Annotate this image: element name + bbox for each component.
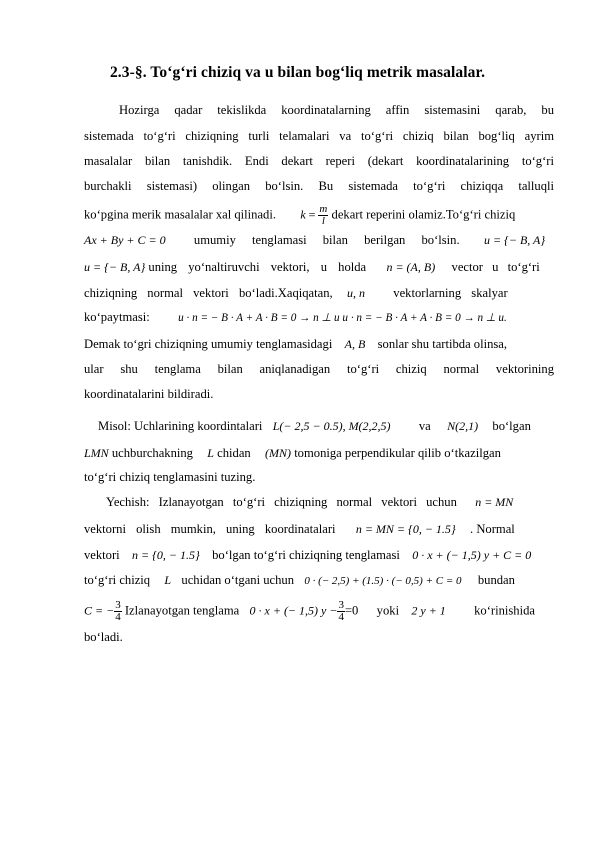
text: tomoniga perpendikular qilib o‘tkazilgan	[294, 446, 501, 460]
formula-points-lm: L(− 2,5 − 0.5), M(2,2,5)	[272, 419, 391, 433]
formula-simplified: 2 y + 1	[411, 603, 446, 618]
text: Misol: Uchlarining koordintalari	[98, 419, 263, 433]
text: vektori	[84, 548, 120, 562]
text: bo‘lgan	[492, 419, 531, 433]
text: Izlanayotgan tenglama	[124, 603, 240, 618]
text: burchakli sistemasi) olingan bo‘lsin. Bu sistemada to‘g‘ri chiziqqa talluqli	[84, 179, 554, 193]
text: sonlar shu tartibda olinsa,	[377, 337, 508, 351]
formula-direction-vector: u = {− B, A}	[483, 233, 546, 247]
text: ko‘rinishida	[474, 603, 535, 618]
p1-line-12	[84, 386, 554, 402]
text: dekart reperini olamiz.To‘g‘ri chiziq	[331, 207, 516, 222]
p1-line-4	[84, 178, 554, 194]
formula-triangle: LMN	[84, 446, 109, 460]
text: to‘g‘ri chiziq	[84, 573, 151, 587]
formula-k: k	[300, 207, 306, 222]
p1-line-6	[84, 232, 554, 248]
p1-line-11	[84, 361, 554, 377]
formula-vertex-l: L	[164, 573, 172, 587]
text: bundan	[477, 573, 515, 587]
text: chiziqning normal vektori bo‘ladi.Xaqiqatan,	[84, 286, 333, 300]
p1-line-9	[84, 309, 554, 326]
formula-general-equation: Ax + By + C = 0	[84, 233, 166, 247]
formula-substitution: 0 · (− 2,5) + (1.5) · (− 0,5) + C = 0	[304, 575, 462, 587]
text: sistemada to‘g‘ri chiziqning turli telamalari va to‘g‘ri chiziq bilan bog‘liq ayrim	[84, 129, 554, 143]
text: vector u to‘g‘ri	[451, 260, 540, 274]
p1-line-5: ko‘pgina merik masalalar xal qilinadi. k = $\frac{m}{l}$ dekart reperini olamiz.To‘g‘ri chiziq	[84, 203, 516, 227]
p1-line-1	[84, 102, 554, 118]
formula-side-mn: (MN)	[265, 446, 292, 460]
text: uchburchakning	[111, 446, 193, 460]
formula-point-n: N(2,1)	[447, 419, 479, 433]
text: ular shu tenglama bilan aniqlanadigan to‘g‘ri chiziq normal vektorining	[84, 362, 554, 376]
formula-fraction: $\frac{3}{4}$	[338, 599, 344, 623]
p1-line-3	[84, 153, 554, 169]
p3-line-1	[84, 494, 554, 510]
formula-fraction: $\frac{3}{4}$	[115, 599, 121, 623]
p1-line-7	[84, 259, 554, 275]
p2-line-1	[84, 418, 554, 434]
formula-direction-vector: u = {− B, A}	[84, 260, 146, 274]
text: va	[418, 419, 431, 433]
p2-line-3	[84, 469, 554, 485]
text: koordinatalarini bildiradi.	[84, 387, 214, 401]
formula-normal-vector: n = (A, B)	[386, 260, 436, 274]
text: chidan	[217, 446, 251, 460]
text: . Normal	[470, 522, 515, 536]
text: vektorlarning skalyar	[393, 286, 508, 300]
text: umumiy tenglamasi bilan berilgan bo‘lsin.	[193, 233, 460, 247]
p3-line-5	[84, 600, 554, 624]
p1-line-8	[84, 285, 554, 301]
section-title: 2.3-§. To‘g‘ri chiziq va u bilan bog‘liq metrik masalalar.	[109, 64, 486, 81]
text: ko‘pgina merik masalalar xal qilinadi.	[84, 207, 276, 222]
p1-line-10	[84, 336, 554, 352]
formula-normal-mn: n = MN	[475, 495, 514, 509]
p3-line-2	[84, 521, 554, 537]
text: masalalar bilan tanishdik. Endi dekart reperi (dekart koordinatalarining to‘g‘ri	[84, 154, 554, 168]
formula-equals-zero: =0	[344, 603, 359, 618]
text: vektorni olish mumkin, uning koordinatalari	[84, 522, 336, 536]
text: uchidan o‘tgani uchun	[181, 573, 295, 587]
text: uning yo‘naltiruvchi vektori, u holda	[148, 260, 367, 274]
p1-line-2	[84, 128, 554, 144]
text: Yechish: Izlanayotgan to‘g‘ri chiziqning normal vektori uchun	[106, 495, 457, 509]
text: bo‘ladi.	[84, 630, 123, 644]
text: to‘g‘ri chiziq tenglamasini tuzing.	[84, 470, 256, 484]
formula-normal-vector: n = {0, − 1.5}	[132, 548, 200, 562]
p3-line-3	[84, 547, 554, 563]
formula-result: 0 · x + (− 1,5) y −	[249, 603, 338, 618]
text: yoki	[376, 603, 400, 618]
formula-fraction: $\frac{m}{l}$	[319, 203, 328, 227]
formula-normal-coordinates: n = MN = {0, − 1.5}	[355, 522, 456, 536]
text: bo‘lgan to‘g‘ri chiziqning tenglamasi	[212, 548, 400, 562]
p3-line-4	[84, 572, 554, 589]
formula-vectors: u, n	[346, 286, 365, 300]
p3-line-6	[84, 629, 554, 645]
p2-line-2	[84, 445, 554, 461]
text: Demak to‘gri chiziqning umumiy tenglamasidagi	[84, 337, 333, 351]
text: Hozirga qadar tekislikda koordinatalarning affin sistemasini qarab, bu	[119, 103, 554, 117]
formula-c-value: C = −	[84, 603, 115, 618]
formula-coefficients: A, B	[344, 337, 366, 351]
formula-vertex-l: L	[207, 446, 214, 460]
text: ko‘paytmasi:	[84, 310, 150, 324]
formula-line-equation: 0 · x + (− 1,5) y + C = 0	[412, 548, 532, 562]
formula-scalar-product: u · n = − B · A + A · B = 0 → n ⊥ u u · n = − B · A + A · B = 0 → n ⊥ u.	[178, 312, 507, 324]
